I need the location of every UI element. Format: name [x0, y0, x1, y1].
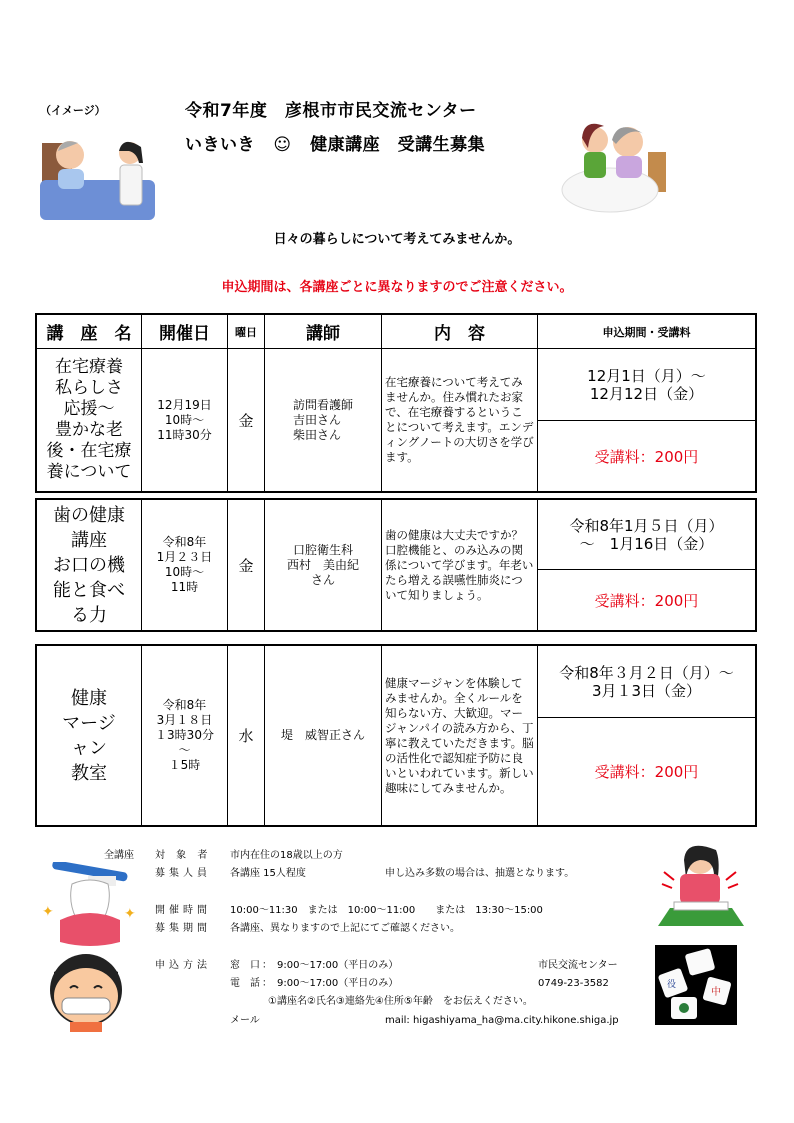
- date-line: 3月１８日: [156, 713, 213, 727]
- course-date: [142, 500, 228, 630]
- course-name-line: る力: [71, 604, 107, 626]
- header-content: 内 容: [382, 315, 538, 349]
- course-date: [142, 646, 228, 825]
- course-name-line: ャン: [70, 737, 107, 759]
- period-line: 令和8年1月５日（月）: [569, 516, 724, 535]
- window-hours: ： 9:00～17:00（平日のみ）: [262, 960, 399, 971]
- course-period-fee: [538, 500, 755, 630]
- course-name-line: 歯の健康: [53, 504, 125, 526]
- lecturer-line: さん: [310, 572, 335, 587]
- period-line: 12月12日（金）: [589, 384, 704, 403]
- svg-text:中: 中: [711, 987, 721, 998]
- date-line: ～: [178, 743, 191, 757]
- tooth-brushing-illustration: [38, 862, 138, 947]
- apply-period: [538, 646, 755, 718]
- smiling-girl-illustration: [40, 950, 132, 1032]
- course-lecturer: [265, 646, 382, 825]
- org-phone: 0749-23-3582: [538, 978, 609, 989]
- table-row: [37, 349, 755, 491]
- mail-address[interactable]: mail: higashiyama_ha@ma.city.hikone.shiga.jp: [385, 1015, 619, 1026]
- lecturer-line: 吉田さん: [292, 412, 341, 427]
- notice-text: 申込期間は、各講座ごとに異なりますのでご注意ください。: [221, 280, 573, 295]
- course-name-line: 豊かな老: [55, 420, 123, 440]
- lecturer-line: 柴田さん: [292, 427, 341, 442]
- course-date: [142, 349, 228, 491]
- period-line: ～ 1月16日（金）: [579, 534, 714, 553]
- course-period-fee: [538, 349, 755, 491]
- course-content: 健康マージャンを体験してみませんか。全くルールを知らない方、大歓迎。マージャンパイの読み方から、丁寧に教えていただきます。脳の活性化で認知症予防に良いといわれています。新しい趣味にしてみませんか。: [382, 646, 538, 825]
- period-value: 各講座、異なりますので上記にてご確認ください。: [230, 923, 460, 934]
- course-name-line: 能と食べ: [53, 579, 125, 601]
- required-items: ①講座名②氏名③連絡先④住所⑤年齢 をお伝えください。: [268, 996, 533, 1007]
- header-period-fee: 申込期間・受講料: [538, 315, 755, 349]
- org-name: 市民交流センター: [538, 960, 618, 971]
- course-name: [37, 646, 142, 825]
- date-line: １5時: [168, 758, 201, 772]
- course-fee: 受講料：200円: [594, 763, 699, 781]
- svg-text:✦: ✦: [124, 906, 136, 922]
- course-block-3: [35, 644, 757, 827]
- course-name-line: 健康: [70, 687, 107, 709]
- course-dow: 金: [228, 349, 265, 491]
- course-name-line: 私らしさ: [55, 378, 123, 398]
- course-lecturer: [265, 500, 382, 630]
- hours-label: 開催時間: [155, 905, 211, 916]
- course-name-line: 在宅療養: [55, 357, 123, 377]
- svg-text:役: 役: [667, 980, 677, 990]
- lecturer-line: 口腔衛生科: [292, 542, 353, 557]
- course-period-fee: [538, 646, 755, 825]
- mail-label: メール: [230, 1015, 260, 1026]
- date-line: 令和8年: [162, 535, 207, 549]
- svg-text:✦: ✦: [42, 904, 54, 920]
- mahjong-player-illustration: [650, 838, 750, 928]
- course-name: [37, 349, 142, 491]
- target-value: 市内在住の18歳以上の方: [230, 850, 343, 861]
- hours-value: 10:00～11:30 または 10:00～11:00 または 13:30～15:00: [230, 905, 543, 916]
- phone-label: 電 話: [230, 978, 260, 989]
- mahjong-tiles-illustration: [655, 945, 737, 1025]
- apply-method-label: 申込方法: [155, 960, 211, 971]
- table-row: [37, 646, 755, 825]
- title-recruit: 健康講座 受講生募集: [310, 135, 486, 155]
- smile-icon: ☺: [273, 135, 292, 155]
- date-line: 12月19日: [157, 397, 212, 412]
- course-fee: 受講料：200円: [594, 591, 699, 610]
- header-lecturer: 講師: [265, 315, 382, 349]
- date-line: 11時30分: [157, 427, 212, 442]
- date-line: 10時～: [164, 565, 205, 579]
- period-line: 3月１3日（金）: [591, 681, 702, 700]
- course-dow: 水: [228, 646, 265, 825]
- lecturer-line: 西村 美由紀: [286, 557, 359, 572]
- lecturer-line: 堤 威智正さん: [280, 728, 365, 742]
- course-block-2: [35, 498, 757, 632]
- course-name: [37, 500, 142, 630]
- date-line: 10時～: [164, 412, 205, 427]
- caregiver-illustration: [560, 112, 670, 217]
- lecturer-line: 訪問看護師: [292, 397, 353, 412]
- window-label: 窓 口: [230, 960, 260, 971]
- date-line: 1月２３日: [156, 550, 213, 564]
- target-label: 対 象 者: [155, 850, 212, 861]
- course-block-1: [35, 313, 757, 493]
- course-name-line: マージ: [62, 712, 116, 734]
- course-dow: 金: [228, 500, 265, 630]
- course-fee: 受講料：200円: [594, 447, 699, 466]
- date-line: 11時: [170, 580, 199, 594]
- date-line: １3時30分: [155, 728, 214, 742]
- period-label: 募集期間: [155, 923, 211, 934]
- capacity-value: 各講座 15人程度: [230, 868, 306, 879]
- table-row: [37, 500, 755, 630]
- course-name-line: 講座: [71, 529, 107, 551]
- tagline: 日々の暮らしについて考えてみませんか。: [273, 232, 521, 247]
- header-date: 開催日: [142, 315, 228, 349]
- page-title: 令和7年度 彦根市市民交流センター: [185, 101, 477, 121]
- apply-period: [538, 500, 755, 570]
- elderly-bed-doctor-illustration: [40, 125, 155, 220]
- course-name-line: 教室: [70, 762, 107, 784]
- course-name-line: 養について: [46, 462, 132, 482]
- course-content: 在宅療養について考えてみませんか。住み慣れたお家で、在宅療養するということについて考えます。エンディングノートの大切さを学びます。: [382, 349, 538, 491]
- date-line: 令和8年: [162, 698, 207, 712]
- course-name-line: 応援～: [63, 399, 115, 419]
- header-dow: 曜日: [228, 315, 265, 349]
- title-ikiiki: いきいき: [185, 135, 255, 155]
- period-line: 12月1日（月）～: [587, 366, 706, 385]
- all-courses-label: 全講座: [104, 850, 134, 861]
- page-subtitle-title: [185, 130, 485, 155]
- header-course-name: 講 座 名: [37, 315, 142, 349]
- course-name-line: お口の機: [53, 554, 125, 576]
- capacity-label: 募集人員: [155, 868, 211, 879]
- lottery-note: 申し込み多数の場合は、抽選となります。: [385, 868, 575, 879]
- phone-hours: ： 9:00～17:00（平日のみ）: [262, 978, 399, 989]
- image-label: （イメージ）: [40, 104, 106, 117]
- course-name-line: 後・在宅療: [46, 441, 132, 461]
- course-lecturer: [265, 349, 382, 491]
- course-content: 歯の健康は大丈夫ですか？口腔機能と、のみ込みの関係について学びます。年老いたら増える誤嚥性肺炎について知りましょう。: [382, 500, 538, 630]
- apply-period: [538, 349, 755, 421]
- period-line: 令和8年３月２日（月）～: [559, 663, 734, 682]
- table-header: [37, 315, 755, 349]
